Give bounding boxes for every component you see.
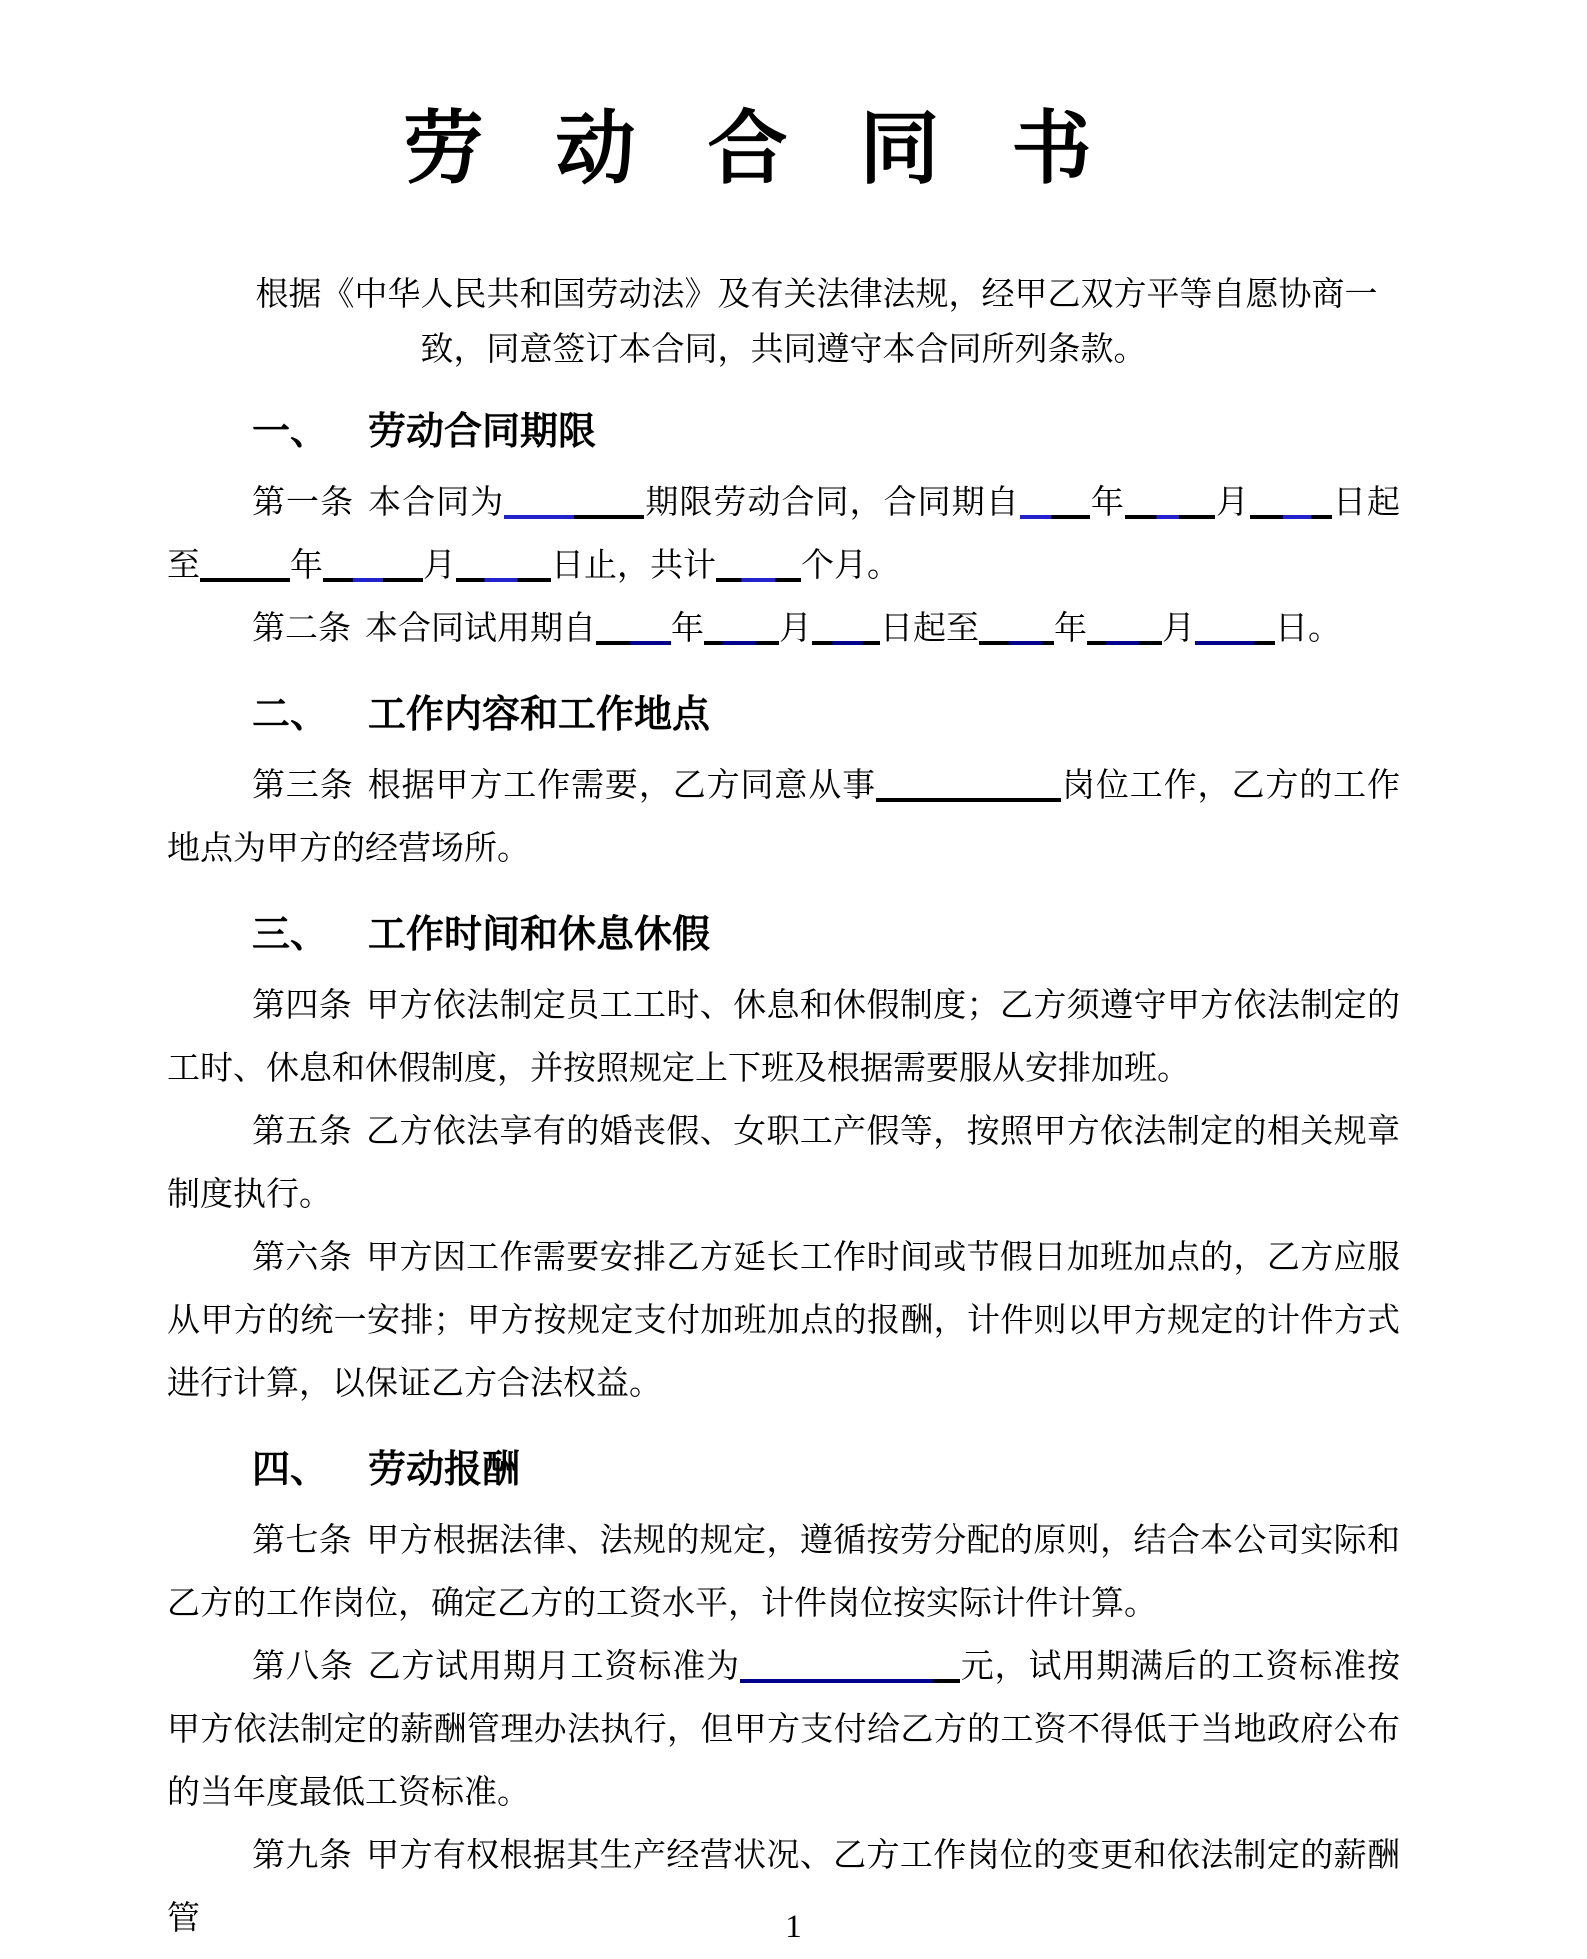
section-heading-4 xyxy=(167,1442,1400,1498)
fill-in-blank xyxy=(504,515,644,519)
article-text-segment: 年 xyxy=(1089,485,1125,521)
section-number: 四、 xyxy=(252,1449,329,1491)
article-8 xyxy=(167,1636,1400,1825)
article-text-segment: 本合同试用期自 xyxy=(365,611,596,647)
page-number: 1 xyxy=(785,1909,802,1945)
article-label: 第四条 xyxy=(252,988,353,1024)
fill-in-blank xyxy=(1020,515,1090,519)
article-text-segment: 年 xyxy=(1054,611,1087,647)
article-text: 甲方有权根据其生产经营状况、乙方工作岗位的变更和依法制定的薪酬管 xyxy=(167,1838,1401,1937)
section-number: 二、 xyxy=(252,694,329,736)
article-text-segment: 月 xyxy=(779,611,812,647)
section-number: 一、 xyxy=(252,411,329,453)
fill-in-blank xyxy=(1195,641,1275,645)
article-text-segment: 日。 xyxy=(1275,611,1341,647)
section-heading-1 xyxy=(167,404,1400,460)
article-text-segment: 年 xyxy=(671,611,704,647)
article-text: 乙方依法享有的婚丧假、女职工产假等，按照甲方依法制定的相关规章制度执行。 xyxy=(167,1114,1401,1213)
fill-in-blank xyxy=(740,1679,960,1683)
fill-in-blank xyxy=(876,798,1061,802)
article-text-segment: 本合同为 xyxy=(368,485,505,521)
section-title: 工作时间和休息休假 xyxy=(368,914,711,956)
section-title: 劳动合同期限 xyxy=(368,411,597,453)
section-heading-3 xyxy=(167,907,1400,963)
article-1 xyxy=(167,472,1400,598)
document-title: 劳动合同书 xyxy=(403,106,1164,194)
intro-paragraph: 根据《中华人民共和国劳动法》及有关法律法规，经甲乙双方平等自愿协商一致，同意签订本合同，共同遵守本合同所列条款。 xyxy=(255,277,1378,368)
section-title: 劳动报酬 xyxy=(368,1449,521,1491)
article-text-segment: 日起至 xyxy=(167,485,1401,584)
section-title: 工作内容和工作地点 xyxy=(368,694,711,736)
article-text: 甲方因工作需要安排乙方延长工作时间或节假日加班加点的，乙方应服从甲方的统一安排；甲方按规定支付加班加点的报酬，计件则以甲方规定的计件方式进行计算，以保证乙方合法权益。 xyxy=(167,1240,1401,1402)
article-text-segment: 日起至 xyxy=(880,611,979,647)
article-text-segment: 岗位工作，乙方的工作地点为甲方的经营场所。 xyxy=(167,768,1401,867)
article-2 xyxy=(167,598,1400,661)
article-text: 甲方依法制定员工工时、休息和休假制度；乙方须遵守甲方依法制定的工时、休息和休假制度，并按照规定上下班及根据需要服从安排加班。 xyxy=(167,988,1401,1087)
fill-in-blank xyxy=(456,578,551,582)
article-label: 第五条 xyxy=(252,1114,353,1150)
fill-in-blank xyxy=(716,578,801,582)
article-label: 第六条 xyxy=(252,1240,353,1276)
fill-in-blank xyxy=(596,641,671,645)
article-7 xyxy=(167,1510,1400,1636)
fill-in-blank xyxy=(323,578,423,582)
fill-in-blank xyxy=(812,641,880,645)
article-label: 第七条 xyxy=(252,1523,353,1559)
fill-in-blank xyxy=(979,641,1054,645)
article-text-segment: 月 xyxy=(423,548,456,584)
article-text-segment: 根据甲方工作需要，乙方同意从事 xyxy=(367,768,877,804)
article-3 xyxy=(167,755,1400,881)
fill-in-blank xyxy=(200,578,290,582)
article-text: 甲方根据法律、法规的规定，遵循按劳分配的原则，结合本公司实际和乙方的工作岗位，确定乙方的工资水平，计件岗位按实际计件计算。 xyxy=(167,1523,1401,1622)
article-label: 第八条 xyxy=(252,1649,354,1685)
article-text-segment: 年 xyxy=(290,548,323,584)
article-label: 第二条 xyxy=(252,611,351,647)
article-6 xyxy=(167,1227,1400,1416)
article-5 xyxy=(167,1101,1400,1227)
article-text-segment: 月 xyxy=(1214,485,1250,521)
fill-in-blank xyxy=(704,641,779,645)
article-label: 第三条 xyxy=(252,768,354,804)
article-4 xyxy=(167,975,1400,1101)
article-text-segment: 元，试用期满后的工资标准按甲方依法制定的薪酬管理办法执行，但甲方支付给乙方的工资不得低于当地政府公布的当年度最低工资标准。 xyxy=(167,1649,1401,1811)
fill-in-blank xyxy=(1250,515,1332,519)
fill-in-blank xyxy=(1087,641,1162,645)
article-text-segment: 个月。 xyxy=(801,548,900,584)
article-text-segment: 乙方试用期月工资标准为 xyxy=(367,1649,740,1685)
article-text-segment: 日止，共计 xyxy=(551,548,716,584)
article-text-segment: 月 xyxy=(1162,611,1195,647)
article-label: 第九条 xyxy=(252,1838,353,1874)
section-number: 三、 xyxy=(252,914,329,956)
article-text-segment: 期限劳动合同，合同期自 xyxy=(644,485,1020,521)
fill-in-blank xyxy=(1125,515,1215,519)
section-heading-2 xyxy=(167,687,1400,743)
article-label: 第一条 xyxy=(252,485,355,521)
